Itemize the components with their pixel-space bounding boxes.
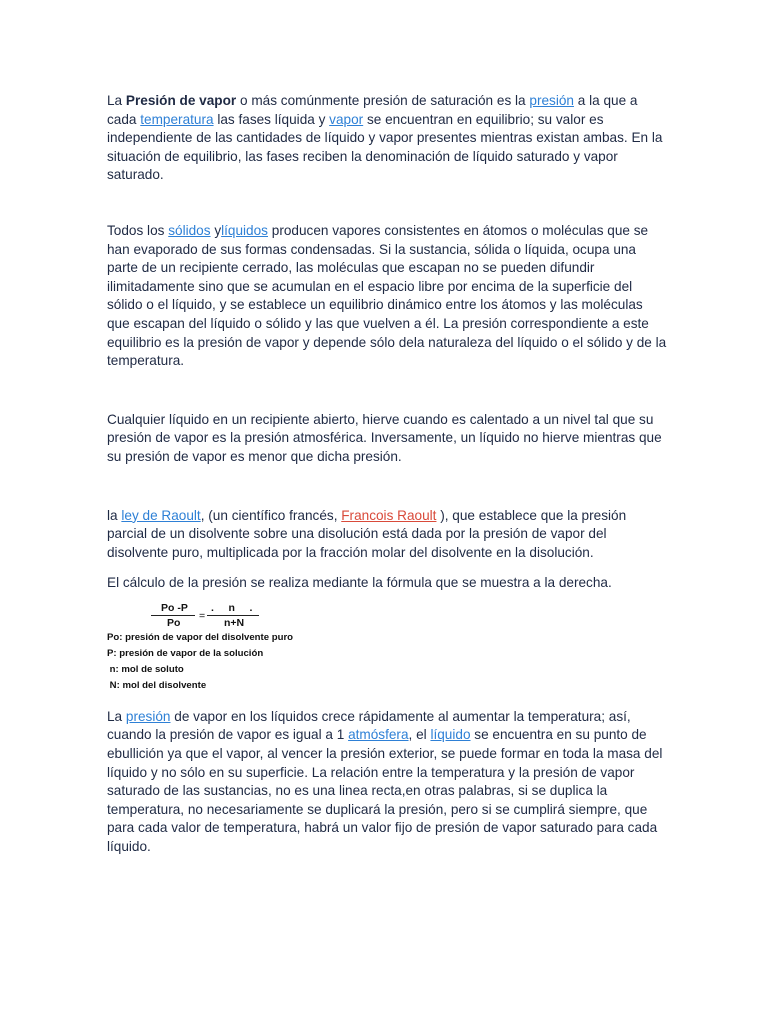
paragraph-boiling: Cualquier líquido en un recipiente abierto, hierve cuando es calentado a un nivel tal que su presión de vapor es la presión atmosférica. Inversamente, un líquido no hierve mientras que su presión de vapor es menor que dicha presión. [107, 411, 662, 464]
text-run: se encuentra en su punto de ebullición ya que el vapor, al vencer la presión exterior, se puede formar en toda la masa del líquido y no sólo en su superficie. La relación entre la temperatura y la presión de vapor saturado de las sustancias, no es una linea recta,en otras palabras, si se duplica la temperatura, no necesariamente se duplicará la presión, pero si se cumplirá siempre, que para cada valor de temperatura, habrá un valor fijo de presión de vapor saturado para cada líquido. [107, 727, 663, 855]
paragraph-definition [107, 92, 667, 185]
text-run: producen vapores consistentes en átomos o moléculas que se han evaporado de sus formas condensadas. Si la sustancia, sólida o líquida, ocupa una parte de un recipiente cerrado, las moléculas que escapan no se pueden difundir ilimitadamente sino que se acumulan en el espacio libre por encima de la superficie del sólido o el líquido, y se establece un equilibrio dinámico entre los átomos y las moléculas que escapan del líquido o sólido y las que vuelven a él. La presión correspondiente a este equilibrio es la presión de vapor y depende sólo dela naturaleza del líquido o el sólido y de la temperatura. [107, 222, 667, 369]
text-run: a la que a cada [107, 93, 638, 127]
text-run: la [107, 507, 122, 523]
formula-figure [107, 602, 667, 698]
link-ley-de-raoult[interactable]: ley de Raoult [121, 507, 201, 523]
link-francois-raoult[interactable]: Francois Raoult [341, 507, 437, 523]
paragraph-solids-liquids [107, 222, 667, 371]
link-vapor[interactable]: vapor [329, 111, 364, 127]
text-run: La [107, 708, 126, 724]
link-liquidos[interactable]: líquidos [221, 222, 268, 238]
link-presion[interactable]: presión [529, 93, 574, 108]
formula-equals: = [199, 609, 206, 622]
link-liquido[interactable]: líquido [430, 727, 471, 743]
text-run: , el [408, 727, 431, 743]
fraction-bar-left [151, 615, 195, 616]
legend-N: N: mol del disolvente [107, 679, 207, 691]
paragraph-raoult [107, 507, 667, 563]
paragraph-calculation: El cálculo de la presión se realiza mediante la fórmula que se muestra a la derecha. [107, 575, 612, 591]
legend-p: P: presión de vapor de la solución [107, 647, 264, 659]
fraction-bar-right [207, 615, 259, 616]
paragraph-temperature-relation [107, 708, 667, 857]
text-run: Todos los [107, 222, 169, 238]
legend-n: n: mol de soluto [107, 663, 184, 675]
text-run: , (un científico francés, [200, 507, 342, 523]
link-solidos[interactable]: sólidos [168, 222, 211, 238]
formula-denominator-right: n+N [224, 616, 245, 629]
term-bold: Presión de vapor [125, 93, 237, 108]
text-run: se encuentran en equilibrio; su valor es independiente de las cantidades de líquido y vapor presentes mientras existan ambas. En la situación de equilibrio, las fases reciben la denominación de líquido saturado y vapor saturado. [107, 111, 663, 183]
formula-numerator-left: Po -P [161, 601, 188, 614]
link-temperatura[interactable]: temperatura [140, 111, 214, 127]
text-run: La [107, 93, 126, 108]
formula-numerator-right: . n . [211, 601, 253, 614]
text-run: de vapor en los líquidos crece rápidamente al aumentar la temperatura; así, cuando la presión de vapor es igual a 1 [107, 708, 631, 743]
text-run: o más comúnmente presión de saturación es la [236, 93, 530, 108]
legend-po: Po: presión de vapor del disolvente puro [107, 631, 294, 643]
text-run: y [210, 222, 222, 238]
link-atmosfera[interactable]: atmósfera [348, 727, 409, 743]
formula-denominator-left: Po [167, 616, 181, 629]
text-run: las fases líquida y [213, 111, 330, 127]
link-presion-2[interactable]: presión [125, 708, 171, 724]
text-run: ), que establece que la presión parcial de un disolvente sobre una disolución está dada por la presión de vapor del disolvente puro, multiplicada por la fracción molar del disolvente en la disolución. [107, 507, 627, 560]
document-body [107, 92, 667, 857]
